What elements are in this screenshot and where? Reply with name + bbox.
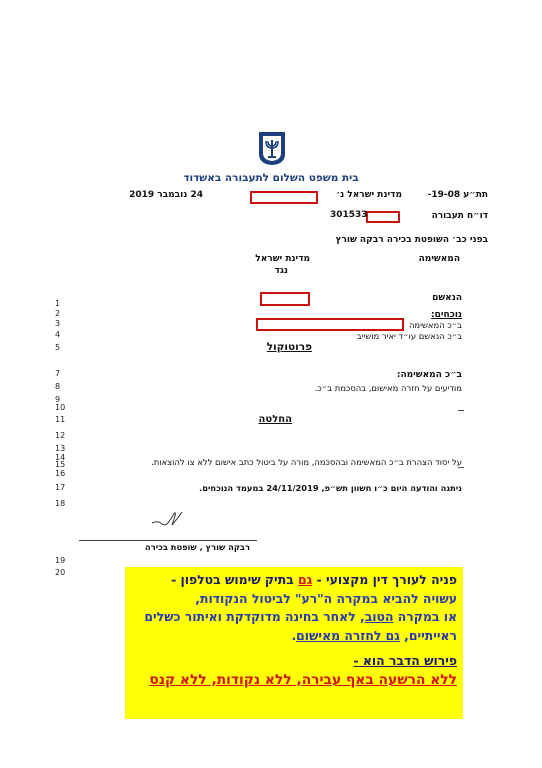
decision-text: על יסוד הצהרת ב״כ המאשימה ובהסכמה, מורה על ביטול כתב אישום ללא צו להוצאות. <box>151 457 462 467</box>
signature-scribble-icon <box>150 508 184 528</box>
hearing-date: 24 נובמבר 2019 <box>129 190 203 200</box>
redaction-box <box>260 292 310 306</box>
line-number: 20 <box>55 568 66 577</box>
case-ref: תת״ע 19-08- <box>427 190 488 200</box>
versus-label: נגד <box>274 266 288 276</box>
signature-line <box>79 540 257 541</box>
redaction-box <box>250 191 318 204</box>
defense-rep: ב״כ הנאשם עו״ד יאיר מושייב <box>356 331 462 341</box>
prosecution-name: מדינת ישראל <box>255 254 310 264</box>
redaction-box <box>256 318 404 331</box>
decision-given-line: ניתנה והודעה היום כ״ו חשוון תש״פ, 24/11/2019 במעמד הנוכחים. <box>199 483 462 493</box>
promo-note-box <box>125 567 463 719</box>
note-line: או במקרה הטוב, לאחר בחינה מדוקדקת ואיתור כשלים <box>144 609 457 625</box>
court-name: בית משפט השלום לתעבורה באשדוד <box>183 172 359 184</box>
line-number: 7 <box>55 369 61 378</box>
note-line: פניה לעורך דין מקצועי - גם בתיק שימוש בטלפון - <box>171 572 457 587</box>
redaction-box <box>366 211 400 223</box>
divider <box>458 467 464 468</box>
line-number: 10 <box>55 403 66 412</box>
prosecution-statement-title: ב״כ המאשימה: <box>396 370 462 380</box>
prosecution-label: המאשימה <box>418 254 460 264</box>
decision-title: החלטה <box>258 414 292 425</box>
line-number: 17 <box>55 483 66 492</box>
line-number: 14 <box>55 453 66 462</box>
note-line: פירוש הדבר הוא - <box>353 652 457 668</box>
line-number: 12 <box>55 431 66 440</box>
line-number: 8 <box>55 382 61 391</box>
traffic-report-label: דו״ח תעבורה <box>431 211 488 221</box>
prosecution-rep: ב״כ המאשימה <box>408 320 462 330</box>
line-number: 16 <box>55 469 66 478</box>
line-number: 19 <box>55 556 66 565</box>
divider <box>458 410 464 411</box>
line-number: 4 <box>55 330 61 339</box>
note-line: עשויה להביא במקרה ה"רע" לביטול הנקודות, <box>195 590 457 606</box>
line-number: 5 <box>55 343 61 352</box>
line-number: 11 <box>55 415 66 424</box>
protocol-title: פרוטוקול <box>266 341 312 353</box>
attendance-title: נוכחים: <box>431 310 462 320</box>
note-line: ראייתיים, גם לחזרה מאישום. <box>291 628 457 644</box>
line-number: 1 <box>55 299 61 308</box>
prosecution-statement-text: מודיעים על חזרה מאישום, בהסכמת ב״כ. <box>314 383 462 393</box>
line-number: 13 <box>55 444 66 453</box>
parties-line: מדינת ישראל נ׳ <box>336 190 402 200</box>
line-number: 15 <box>55 460 66 469</box>
accused-label: הנאשם <box>432 293 462 303</box>
line-number: 9 <box>55 395 61 404</box>
traffic-report-number: 301533 <box>330 210 368 220</box>
line-number: 2 <box>55 309 61 318</box>
before-judge: בפני כב׳ השופטת בכירה רבקה שורץ <box>335 235 488 245</box>
line-number: 3 <box>55 319 61 328</box>
state-emblem-icon <box>257 128 287 166</box>
judge-signature-label: רבקה שורץ , שופטת בכירה <box>145 542 250 552</box>
promo-note-text <box>127 571 457 689</box>
note-highlight-line: ללא הרשעה באף עבירה, ללא נקודות, ללא קנס <box>149 671 457 688</box>
line-number: 18 <box>55 499 66 508</box>
